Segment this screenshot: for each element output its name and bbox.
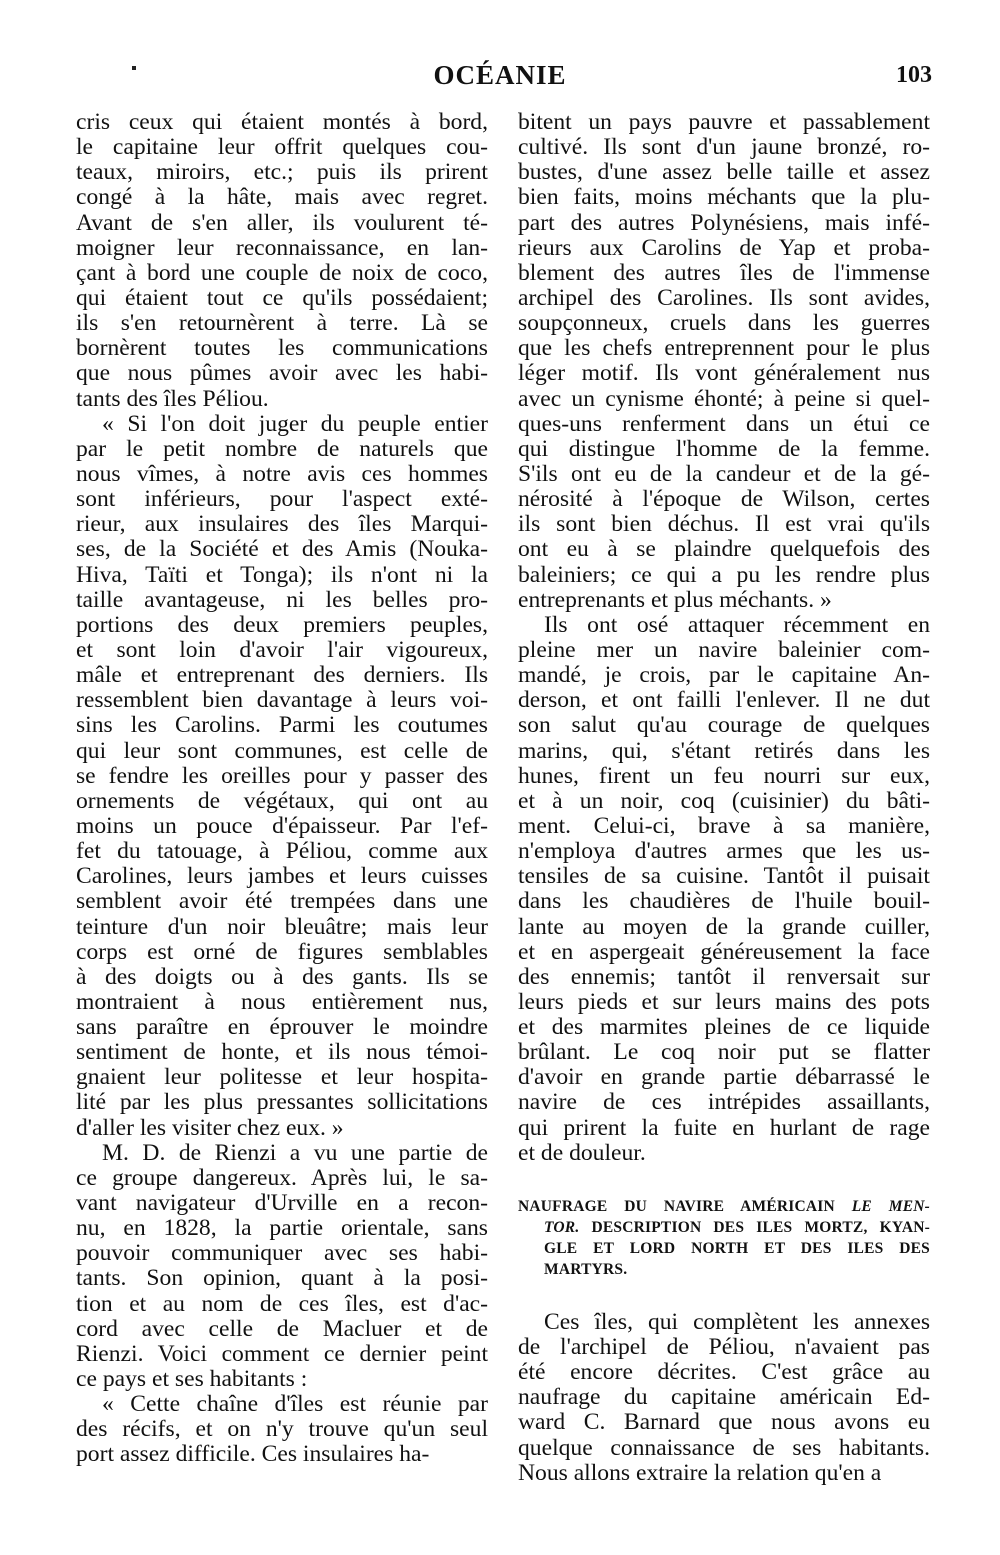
- text-line: léger motif. Ils vont généralement nus: [518, 360, 930, 387]
- text-line: baleiniers; ce qui a pu les rendre plus: [518, 561, 930, 588]
- text-line: ils s'en retournèrent à terre. Là se: [76, 310, 488, 337]
- text-line: derson, et ont failli l'enlever. Il ne dut: [518, 687, 930, 714]
- text-line: Nous allons extraire la relation qu'en a: [518, 1459, 882, 1486]
- text-line: navire de ces intrépides assaillants,: [518, 1089, 930, 1116]
- text-line: entreprenants et plus méchants. »: [518, 586, 832, 613]
- text-line: mâle et entreprenant des derniers. Ils: [76, 662, 488, 689]
- text-line: des ennemis; tantôt il renversait sur: [518, 963, 930, 990]
- text-line: mandé, je crois, par le capitaine An-: [518, 662, 930, 689]
- page-header: [0, 60, 1000, 100]
- text-line: ce groupe dangereux. Après lui, le sa-: [76, 1164, 488, 1191]
- page-number: 103: [896, 62, 932, 88]
- text-line: qui distingue l'homme de la femme.: [518, 435, 930, 462]
- text-line: que les chefs entreprennent pour le plus: [518, 335, 930, 362]
- text-line: sentiment de honte, et ils nous témoi-: [76, 1039, 488, 1066]
- text-line: semblent avoir été trempées dans une: [76, 888, 488, 915]
- text-line: rieurs aux Carolins de Yap et proba-: [518, 234, 930, 261]
- text-line: son salut qu'au courage de quelques: [518, 712, 930, 739]
- right-column-text-before-heading: [518, 110, 930, 1166]
- text-line: port assez difficile. Ces insulaires ha-: [76, 1441, 430, 1468]
- text-line: le capitaine leur offrit quelques cou-: [76, 134, 488, 161]
- text-line: et en aspergeait généreusement la face: [518, 938, 930, 965]
- right-column: [518, 110, 930, 1486]
- text-line: de l'archipel de Péliou, n'avaient pas: [518, 1334, 930, 1361]
- text-line: et sont loin d'avoir l'air vigoureux,: [76, 636, 488, 663]
- text-line: ils sont bien déchus. Il est vrai qu'ils: [518, 511, 930, 538]
- right-column-text-after-heading: [518, 1310, 930, 1486]
- text-line: tensiles de sa cuisine. Tantôt il puisait: [518, 863, 930, 890]
- text-line: quelque connaissance de ses habitants.: [518, 1434, 930, 1461]
- text-line: Rienzi. Voici comment ce dernier peint: [76, 1340, 488, 1367]
- text-line: sans paraître en éprouver le moindre: [76, 1014, 488, 1041]
- text-line: bustes, d'une assez belle taille et assez: [518, 159, 930, 186]
- text-line: moins un pouce d'épaisseur. Par l'ef-: [76, 812, 488, 839]
- text-line: pouvoir communiquer avec ses habi-: [76, 1240, 488, 1267]
- text-line: bien faits, moins méchants que la plu-: [518, 184, 930, 211]
- text-line: ward C. Barnard que nous avons eu: [518, 1409, 930, 1436]
- text-line: Ils ont osé attaquer récemment en: [544, 611, 930, 638]
- text-line: par le petit nombre de naturels que: [76, 435, 488, 462]
- text-line: qui étaient tout ce qu'ils possédaient;: [76, 284, 488, 311]
- text-line: été encore décrites. C'est grâce au: [518, 1359, 930, 1386]
- ship-name-italic: TOR.: [544, 1218, 580, 1236]
- text-line: et des marmites pleines de ce liquide: [518, 1014, 930, 1041]
- text-line: tants des îles Péliou.: [76, 385, 269, 412]
- text-line: cris ceux qui étaient montés à bord,: [76, 109, 488, 135]
- text-line: dans les chaudières de l'huile bouil-: [518, 888, 930, 915]
- text-line: d'aller les visiter chez eux. »: [76, 1114, 344, 1141]
- text-line: fet du tatouage, à Péliou, comme aux: [76, 838, 488, 865]
- text-line: moigner leur reconnaissance, en lan-: [76, 234, 488, 261]
- text-line: ont eu à se plaindre quelquefois des: [518, 536, 930, 563]
- text-line: Hiva, Taïti et Tonga); ils n'ont ni la: [76, 561, 488, 588]
- text-line: lité par les plus pressantes sollicitations: [76, 1089, 488, 1116]
- text-line: vant navigateur d'Urville en a recon-: [76, 1190, 488, 1217]
- text-line: tants. Son opinion, quant à la posi-: [76, 1265, 488, 1292]
- running-title: OCÉANIE: [433, 60, 567, 90]
- text-line: ressemblent bien davantage à leurs voi-: [76, 687, 488, 714]
- text-line: çant à bord une couple de noix de coco,: [76, 259, 488, 286]
- text-line: d'avoir en grande partie débarrassé le: [518, 1064, 930, 1091]
- text-line: lante au moyen de la grande cuiller,: [518, 913, 930, 940]
- text-line: des récifs, et on n'y trouve qu'un seul: [76, 1416, 488, 1443]
- section-heading-line: [518, 1217, 930, 1238]
- text-line: avec un cynisme éhonté; à peine si quel-: [518, 385, 930, 412]
- text-line: archipel des Carolines. Ils sont avides,: [518, 284, 930, 311]
- text-line: nous vîmes, à notre avis ces hommes: [76, 460, 488, 487]
- text-line: M. D. de Rienzi a vu une partie de: [102, 1139, 488, 1166]
- text-line: gnaient leur politesse et leur hospita-: [76, 1064, 488, 1091]
- text-line: ses, de la Société et des Amis (Nouka-: [76, 536, 488, 563]
- heading-text: DESCRIPTION DES ILES MORTZ, KYAN-: [579, 1218, 930, 1236]
- text-line: cultivé. Ils sont d'un jaune bronzé, ro-: [518, 134, 930, 161]
- text-line: Carolines, leurs jambes et leurs cuisses: [76, 863, 488, 890]
- text-line: corps est orné de figures semblables: [76, 938, 488, 965]
- text-line: qui prirent la fuite en hurlant de rage: [518, 1114, 930, 1141]
- text-line: Ces îles, qui complètent les annexes: [544, 1308, 930, 1335]
- text-line: ce pays et ses habitants :: [76, 1366, 308, 1393]
- text-line: hunes, firent un feu nourri sur eux,: [518, 762, 930, 789]
- text-line: portions des deux premiers peuples,: [76, 611, 488, 638]
- text-line: cord avec celle de Macluer et de: [76, 1315, 488, 1342]
- text-line: « Cette chaîne d'îles est réunie par: [102, 1391, 488, 1418]
- text-line: part des autres Polynésiens, mais infé-: [518, 209, 930, 236]
- left-column: [76, 110, 488, 1468]
- text-line: S'ils ont eu de la candeur et de la gé-: [518, 460, 930, 487]
- ship-name-italic: LE MEN-: [851, 1197, 931, 1215]
- section-heading-line: MARTYRS.: [544, 1260, 628, 1278]
- text-line: qui leur sont communes, est celle de: [76, 737, 488, 764]
- text-line: tion et au nom de ces îles, est d'ac-: [76, 1290, 488, 1317]
- text-line: rieur, aux insulaires des îles Marqui-: [76, 511, 488, 538]
- text-line: « Si l'on doit juger du peuple entier: [102, 410, 488, 437]
- text-line: congé à la hâte, mais avec regret.: [76, 184, 488, 211]
- text-line: bitent un pays pauvre et passablement: [518, 109, 930, 135]
- text-line: sont inférieurs, pour l'aspect exté-: [76, 486, 488, 513]
- text-line: ment. Celui-ci, brave à sa manière,: [518, 812, 930, 839]
- text-line: leurs pieds et sur leurs mains des pots: [518, 988, 930, 1015]
- text-line: ques-uns renferment dans un étui ce: [518, 410, 930, 437]
- text-line: et de douleur.: [518, 1139, 646, 1166]
- text-line: nérosité à l'époque de Wilson, certes: [518, 486, 930, 513]
- text-line: ornements de végétaux, qui ont au: [76, 787, 488, 814]
- text-line: n'employa d'autres armes que les us-: [518, 838, 930, 865]
- text-line: sins les Carolins. Parmi les coutumes: [76, 712, 488, 739]
- section-heading: [518, 1196, 930, 1280]
- text-line: Avant de s'en aller, ils voulurent té-: [76, 209, 488, 236]
- text-line: taille avantageuse, ni les belles pro-: [76, 586, 488, 613]
- text-line: marins, qui, s'étant retirés dans les: [518, 737, 930, 764]
- text-line: blement des autres îles de l'immense: [518, 259, 930, 286]
- text-line: montraient à nous entièrement nus,: [76, 988, 488, 1015]
- text-line: pleine mer un navire baleinier com-: [518, 636, 930, 663]
- section-heading-line: [518, 1196, 930, 1217]
- text-line: teaux, miroirs, etc.; puis ils prirent: [76, 159, 488, 186]
- text-line: nu, en 1828, la partie orientale, sans: [76, 1215, 488, 1242]
- text-line: bornèrent toutes les communications: [76, 335, 488, 362]
- text-line: naufrage du capitaine américain Ed-: [518, 1384, 930, 1411]
- text-line: à des doigts ou à des gants. Ils se: [76, 963, 488, 990]
- text-line: soupçonneux, cruels dans les guerres: [518, 310, 930, 337]
- text-line: se fendre les oreilles pour y passer des: [76, 762, 488, 789]
- text-line: brûlant. Le coq noir put se flatter: [518, 1039, 930, 1066]
- heading-text: NAUFRAGE DU NAVIRE AMÉRICAIN: [518, 1197, 852, 1215]
- text-line: que nous pûmes avoir avec les habi-: [76, 360, 488, 387]
- text-line: et à un noir, coq (cuisinier) du bâti-: [518, 787, 930, 814]
- section-heading-line: GLE ET LORD NORTH ET DES ILES DES: [544, 1239, 930, 1257]
- text-line: teinture d'un noir bleuâtre; mais leur: [76, 913, 488, 940]
